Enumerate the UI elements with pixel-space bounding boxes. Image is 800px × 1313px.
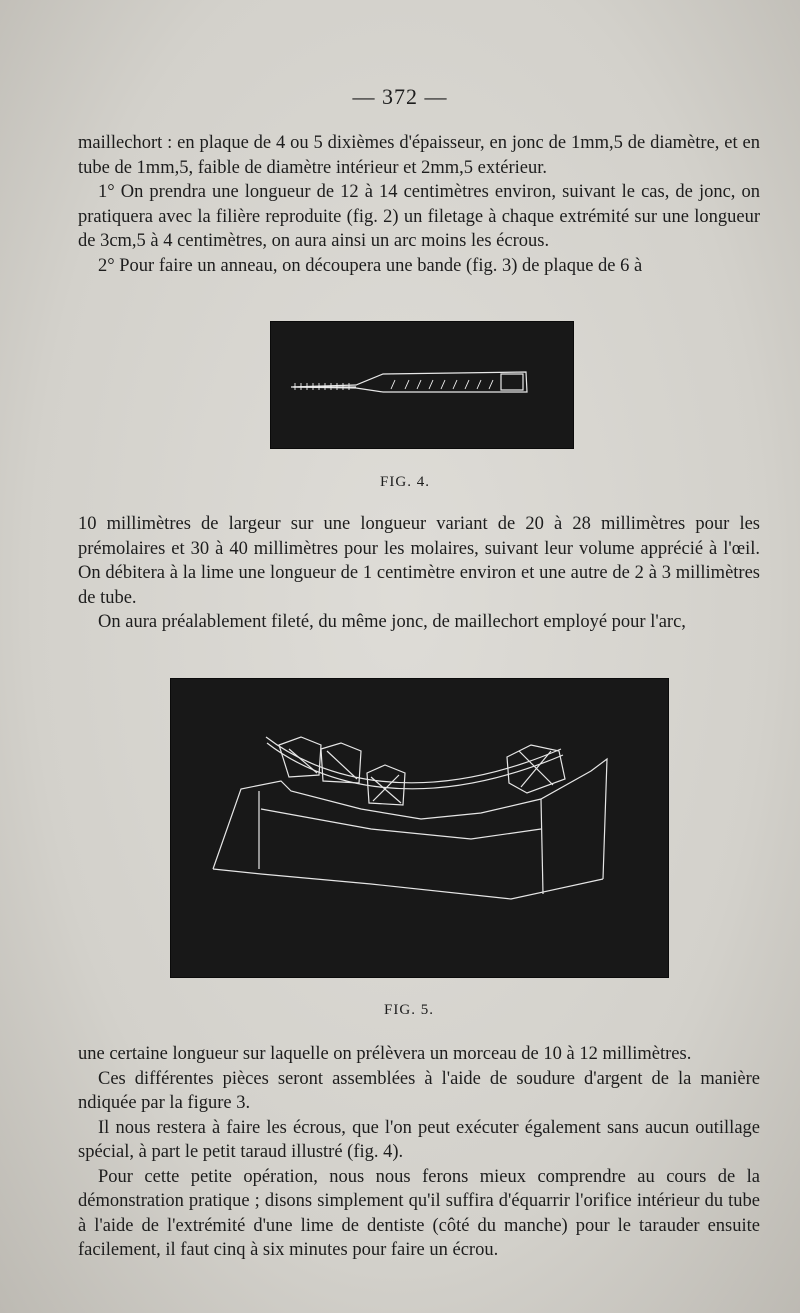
paragraph: Ces différentes pièces seront assemblées à l'aide de soudure d'argent de la manière ndiquée par la figure 3. [78,1068,760,1113]
text-block-top [78,131,760,278]
text-block-middle [78,512,760,635]
paragraph: Pour cette petite opération, nous nous ferons mieux comprendre au cours de la démonstration pratique ; disons simplement qu'il suffira d'équarrir l'orifice intérieur du tube à l'aide de l'extrémité d'une lime de dentiste (côté du manche) pour le tarauder ensuite facilement, il faut cinq à six minutes pour faire un écrou. [78,1166,760,1260]
paragraph: 2° Pour faire un anneau, on découpera une bande (fig. 3) de plaque de 6 à [98,255,643,276]
paragraph: Il nous restera à faire les écrous, que l'on peut exécuter également sans aucun outillage spécial, à part le petit taraud illustré (fig. 4). [78,1117,760,1162]
figure-4-tap-illustration [270,321,574,449]
paragraph: maillechort : en plaque de 4 ou 5 dixièmes d'épaisseur, en jonc de 1mm,5 de diamètre, et en tube de 1mm,5, faible de diamètre intérieur et 2mm,5 extérieur. [78,133,760,178]
paragraph: On aura préalablement fileté, du même jonc, de maillechort employé pour l'arc, [98,612,686,632]
text-block-bottom [78,1042,760,1263]
figure-4-caption: FIG. 4. [380,474,430,490]
paragraph: une certaine longueur sur laquelle on prélèvera un morceau de 10 à 12 millimètres. [78,1044,692,1064]
figure-5-caption: FIG. 5. [384,1002,434,1018]
paragraph: 10 millimètres de largeur sur une longueur variant de 20 à 28 millimètres pour les prémolaires et 30 à 40 millimètres pour les molaires, suivant leur volume apprécié à l'œil. On débitera à la lime une longueur de 1 centimètre environ et une autre de 2 à 3 millimètres de tube. [78,514,760,608]
figure-5-dental-arch-illustration [170,678,669,978]
paragraph: 1° On prendra une longueur de 12 à 14 centimètres environ, suivant le cas, de jonc, on pratiquera avec la filière reproduite (fig. 2) un filetage à chaque extrémité sur une longueur de 3cm,5 à 4 centimètres, on aura ainsi un arc moins les écrous. [78,182,760,251]
page-number: — 372 — [352,84,448,109]
